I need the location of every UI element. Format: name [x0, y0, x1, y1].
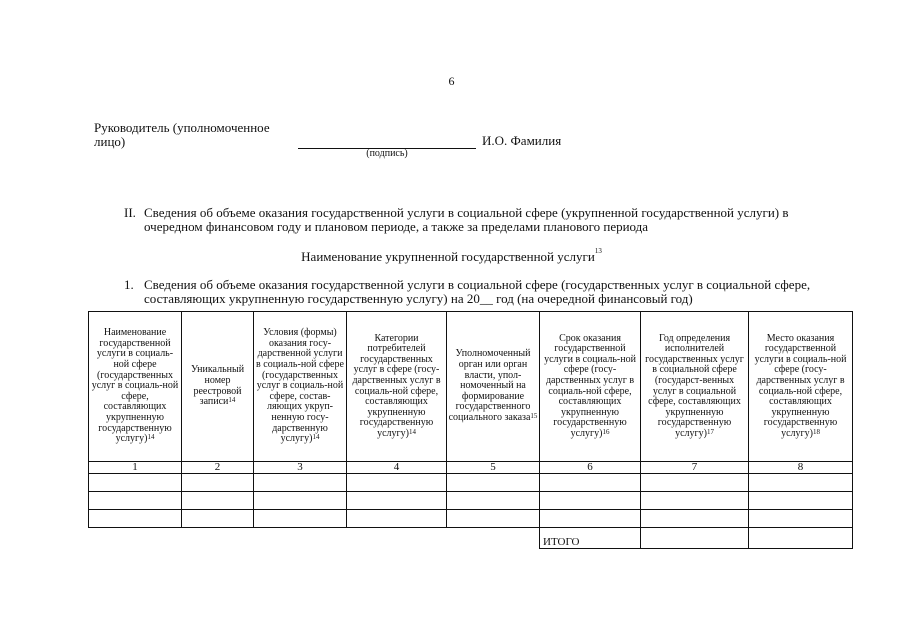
- table-cell[interactable]: [254, 510, 347, 528]
- table-cell[interactable]: [182, 492, 254, 510]
- section-title-text: Сведения об объеме оказания государственной услуги в социальной сфере (укрупненной государственной услуги) в очередном финансовом году и плановом периоде, а также за пределами планового периода: [144, 205, 789, 234]
- table-cell[interactable]: [89, 474, 182, 492]
- footnote-mark: 13: [594, 247, 602, 255]
- table-cell[interactable]: [447, 474, 540, 492]
- total-cell[interactable]: [749, 528, 853, 549]
- table-header-row: [89, 312, 853, 462]
- signer-name: И.О. Фамилия: [482, 133, 562, 148]
- header-cell: Категории потребителей государственных услуг в сфере (госу-дарственных услуг в социаль-ной сфере, составляющих укрупненную государственную услугу)$^{14}$: [347, 312, 447, 462]
- table-cell[interactable]: [89, 510, 182, 528]
- column-number: 7: [641, 462, 749, 474]
- blank-cell: [89, 528, 182, 549]
- header-cell: Условия (формы) оказания госу-дарственной услуги в социаль-ной сфере (государственных услуг в социаль-ной сфере, состав-ляющих укруп-ненную госу-дарственную услугу)$^{14}$: [254, 312, 347, 462]
- table-cell[interactable]: [540, 474, 641, 492]
- table-cell[interactable]: [540, 492, 641, 510]
- section-number: II.: [124, 205, 136, 220]
- column-number: 6: [540, 462, 641, 474]
- volume-table: [88, 311, 853, 549]
- table-cell[interactable]: [182, 510, 254, 528]
- table-cell[interactable]: [641, 510, 749, 528]
- table-cell[interactable]: [89, 492, 182, 510]
- blank-cell: [254, 528, 347, 549]
- table-row: [89, 492, 853, 510]
- blank-cell: [447, 528, 540, 549]
- column-number: 4: [347, 462, 447, 474]
- table-cell[interactable]: [347, 492, 447, 510]
- table-cell[interactable]: [749, 474, 853, 492]
- column-number: 5: [447, 462, 540, 474]
- table-row: [89, 474, 853, 492]
- table-cell[interactable]: [347, 510, 447, 528]
- service-name-label: [0, 249, 903, 265]
- header-cell: Год определения исполнителей государственных услуг в социальной сфере (государст-венных услуг в социальной сфере, составляющих укрупненную государственную услугу)$^{17}$: [641, 312, 749, 462]
- service-name-text: Наименование укрупненной государственной услуги: [301, 249, 595, 264]
- column-number: 8: [749, 462, 853, 474]
- table-cell[interactable]: [749, 492, 853, 510]
- header-cell: Наименование государственной услуги в социаль-ной сфере (государственных услуг в социаль-ной сфере, составляющих укрупненную государственную услугу)$^{14}$: [89, 312, 182, 462]
- subsection-number: 1.: [124, 277, 134, 292]
- table-row: [89, 510, 853, 528]
- table-cell[interactable]: [447, 510, 540, 528]
- column-number-row: [89, 462, 853, 474]
- table-cell[interactable]: [540, 510, 641, 528]
- column-number: 2: [182, 462, 254, 474]
- subsection-title: [124, 278, 844, 306]
- total-label: ИТОГО: [540, 528, 641, 549]
- header-cell: Место оказания государственной услуги в социаль-ной сфере (госу-дарственных услуг в социаль-ной сфере, составляющих укрупненную государственную услугу)$^{18}$: [749, 312, 853, 462]
- total-row: [89, 528, 853, 549]
- blank-cell: [347, 528, 447, 549]
- table-cell[interactable]: [182, 474, 254, 492]
- table-cell[interactable]: [749, 510, 853, 528]
- table-cell[interactable]: [641, 474, 749, 492]
- column-number: 3: [254, 462, 347, 474]
- header-cell: Срок оказания государственной услуги в социаль-ной сфере (госу-дарственных услуг в социаль-ной сфере, составляющих укрупненную государственную услугу)$^{16}$: [540, 312, 641, 462]
- total-cell[interactable]: [641, 528, 749, 549]
- table-cell[interactable]: [641, 492, 749, 510]
- header-cell: Уполномоченный орган или орган власти, упол-номоченный на формирование государственного социального заказа$^{15}$: [447, 312, 540, 462]
- blank-cell: [182, 528, 254, 549]
- signer-position: Руководитель (уполномоченное лицо): [94, 120, 270, 149]
- column-number: 1: [89, 462, 182, 474]
- page-number: 6: [448, 74, 455, 88]
- subsection-text: Сведения об объеме оказания государственной услуги в социальной сфере (государственных услуг в социальной сфере, составляющих укрупненную государственную услугу) на 20__ год (на очередной финансовый год): [144, 277, 811, 306]
- table-cell[interactable]: [447, 492, 540, 510]
- table-cell[interactable]: [254, 474, 347, 492]
- table-cell[interactable]: [347, 474, 447, 492]
- signature-caption: (подпись): [366, 148, 408, 159]
- table-cell[interactable]: [254, 492, 347, 510]
- header-cell: Уникальный номер реестровой записи$^{14}$: [182, 312, 254, 462]
- section-title: [124, 206, 814, 234]
